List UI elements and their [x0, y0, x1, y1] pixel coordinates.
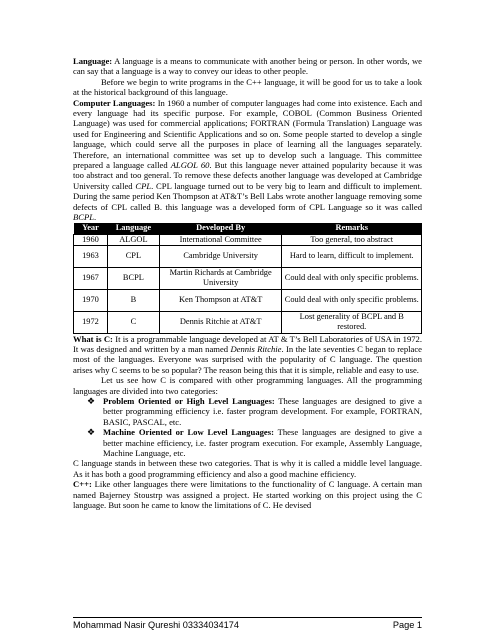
header-developed-by: Developed By: [159, 223, 282, 235]
language-history-table: [73, 223, 422, 334]
header-year: Year: [74, 223, 108, 235]
list-item-text: These languages are designed to give a better machine efficiency, i.e. faster program execution. For example, Assembly Language, Machine Language, etc.: [103, 427, 422, 458]
cell-year: 1972: [74, 311, 108, 333]
cell-developed-by: Ken Thompson at AT&T: [159, 289, 282, 311]
table-row: [74, 267, 422, 289]
cell-year: 1963: [74, 245, 108, 267]
italic-dennis-ritchie: Dennis Ritchie: [230, 343, 282, 354]
paragraph-cpp: [73, 479, 422, 510]
paragraph-text: Like other languages there were limitations to the functionality of C language. A certain man named Bajerney Stoustrp was assigned a project. He started working on this project using the C language. But soon he came to know the limitations of C. He devised: [73, 479, 422, 510]
diamond-bullet-icon: ❖: [87, 427, 96, 438]
term-high-level: Problem Oriented or High Level Languages:: [103, 395, 275, 406]
paragraph-text: It is a programmable language developed at AT & T’s Bell Laboratories of USA in 1972. It was designed and written by a man named: [73, 333, 423, 354]
cell-language: ALGOL: [107, 234, 159, 245]
paragraph-computer-languages: [73, 98, 422, 223]
term-computer-languages: Computer Languages:: [73, 97, 156, 108]
table-row: [74, 234, 422, 245]
header-remarks: Remarks: [282, 223, 422, 235]
cell-year: 1970: [74, 289, 108, 311]
paragraph-text: . In the late seventies C began to replace most of the languages. Everyone was surprised with the popularity of C language. The question arises why C seems to be so popular? The reason being this that it is simple, reliable and easy to use.: [73, 343, 423, 375]
paragraph-comparison: Let us see how C is compared with other programming languages. All the programming languages are divided into two categories:: [73, 375, 422, 396]
paragraph-text: . CPL language turned out to be very big to learn and difficult to implement. During the same period Ken Thompson at AT&T’s Bell Labs wrote another language removing some defects of CPL called B. this language was a developed form of CPL Language so it was called: [73, 180, 422, 212]
paragraph-text: . But this language never attained popularity because it was too abstract and too general. To remove these defects another language was developed at Cambridge University called: [73, 160, 422, 191]
cell-remarks: Hard to learn, difficult to implement.: [282, 245, 422, 267]
page-footer: [73, 617, 422, 630]
paragraph-text: In 1960 a number of computer languages had come into existence. Each and every language had its specific purpose. For example, COBOL (Common Business Oriented Language) was used for commercial applications; FORTRAN (Formula Translation) Language was used for Engineering and Scientific Applications and so on. Some people started to develop a single language, which could serve all the purposes in place of learning all the languages separately. Therefore, an international committee was set up to develop such a language. This committee prepared a language called: [73, 97, 422, 171]
cell-remarks: Lost generality of BCPL and B restored.: [282, 311, 422, 333]
term-cpp: C++:: [73, 479, 92, 490]
list-item-text: These languages are designed to give a better programming efficiency i.e. faster program development. For example, FORTRAN, BASIC, PASCAL, etc.: [103, 395, 422, 427]
paragraph-language: [73, 56, 422, 77]
paragraph-text: A language is a means to communicate with another being or person. In other words, we can say that a language is a way to convey our ideas to other people.: [73, 56, 422, 77]
italic-bcpl: BCPL: [73, 212, 95, 223]
table-header-row: [74, 223, 422, 235]
paragraph-middle-level: C language stands in between these two categories. That is why it is called a middle level language. As it has both a good programming efficiency and also a good machine efficiency.: [73, 458, 422, 479]
cell-remarks: Too general, too abstract: [282, 234, 422, 245]
term-low-level: Machine Oriented or Low Level Languages:: [103, 427, 274, 438]
cell-remarks: Could deal with only specific problems.: [282, 267, 422, 289]
term-language: Language:: [73, 56, 113, 66]
diamond-bullet-icon: ❖: [87, 395, 96, 406]
category-list: [73, 396, 422, 458]
paragraph-intro: Before we begin to write programs in the C++ language, it will be good for us to take a look at the historical background of this language.: [73, 76, 422, 98]
cell-language: BCPL: [107, 267, 159, 289]
cell-remarks: Could deal with only specific problems.: [282, 289, 422, 311]
paragraph-what-is-c: [73, 334, 422, 376]
header-language: Language: [107, 223, 159, 235]
cell-developed-by: Dennis Ritchie at AT&T: [159, 311, 282, 333]
document-page: [73, 56, 422, 510]
cell-year: 1960: [74, 234, 108, 245]
cell-language: B: [107, 289, 159, 311]
italic-algol: ALGOL 60: [170, 160, 210, 171]
list-item: [73, 427, 422, 458]
cell-developed-by: Cambridge University: [159, 245, 282, 267]
italic-cpl: CPL: [135, 180, 152, 191]
table-row: [74, 245, 422, 267]
term-what-is-c: What is C:: [73, 333, 113, 344]
cell-year: 1967: [74, 267, 108, 289]
cell-developed-by: Martin Richards at Cambridge University: [159, 267, 282, 289]
page-number: Page 1: [392, 620, 422, 630]
paragraph-text: .: [94, 212, 97, 223]
table-row: [74, 311, 422, 333]
list-item: [73, 396, 422, 427]
cell-language: CPL: [107, 245, 159, 267]
footer-author: Mohammad Nasir Qureshi 03334034174: [73, 620, 239, 630]
cell-language: C: [107, 311, 159, 333]
cell-developed-by: International Committee: [159, 234, 282, 245]
table-row: [74, 289, 422, 311]
